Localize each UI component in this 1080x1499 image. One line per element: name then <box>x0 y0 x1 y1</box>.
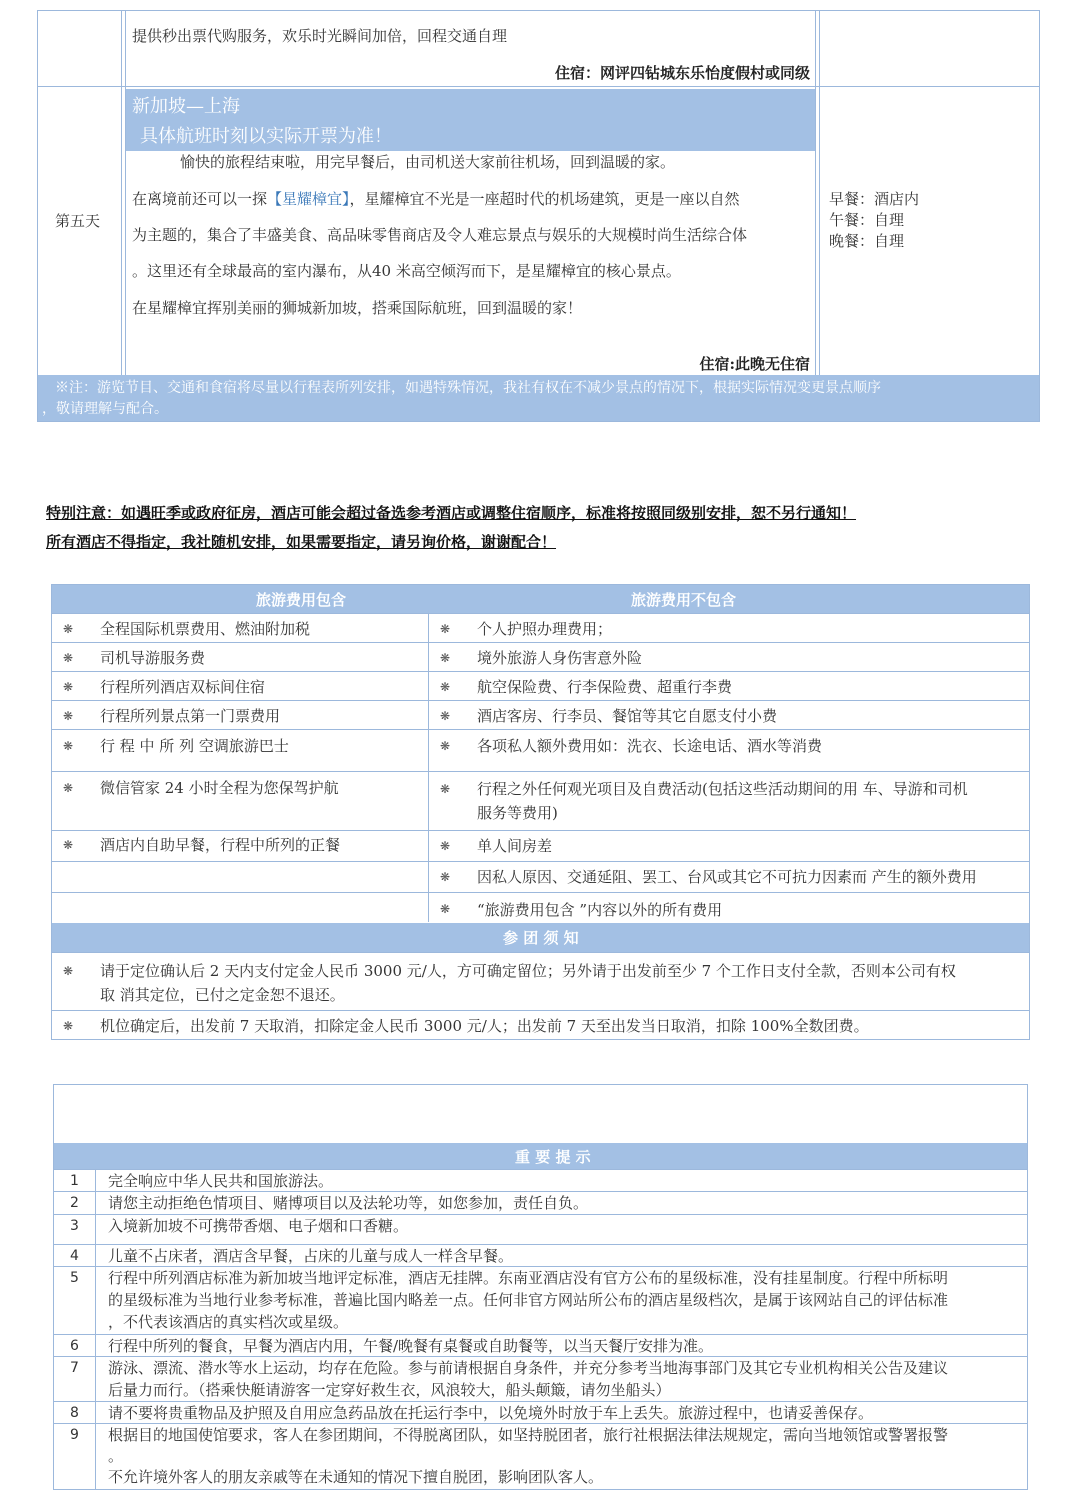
tip-text: 不允许境外客人的朋友亲戚等在未通知的情况下擅自脱团，影响团队客人。 <box>108 1468 604 1486</box>
bullet-icon: ❋ <box>63 781 74 795</box>
tip-number: 7 <box>70 1360 79 1376</box>
day5-paragraph-1: 愉快的旅程结束啦，用完早餐后，由司机送大家前往机场，回到温暖的家。 <box>180 153 676 171</box>
tip-number: 5 <box>70 1270 79 1286</box>
itinerary-note-line2: ，敬请理解与配合。 <box>42 401 168 417</box>
fee-excluded-item: 境外旅游人身伤害意外险 <box>477 649 643 667</box>
bullet-icon: ❋ <box>440 902 451 916</box>
day5-paragraph-2: 在离境前还可以一探【星耀樟宜】，星耀樟宜不光是一座超时代的机场建筑，更是一座以自然 <box>132 190 740 208</box>
fee-excluded-item: 个人护照办理费用； <box>477 620 613 638</box>
bullet-icon: ❋ <box>440 709 451 723</box>
bullet-icon: ❋ <box>63 709 74 723</box>
tip-number: 8 <box>70 1405 79 1421</box>
fee-included-item: 全程国际机票费用、燃油附加税 <box>100 620 311 638</box>
day5-paragraph-5: 在星耀樟宜挥别美丽的狮城新加坡，搭乘国际航班，回到温暖的家！ <box>132 299 583 317</box>
booking-item-1-line1: 请于定位确认后 2 天内支付定金人民币 3000 元/人，方可确定留位；另外请于出发前至少 7 个工作日支付全款，否则本公司有权 <box>100 962 956 980</box>
bullet-icon: ❋ <box>440 739 451 753</box>
tip-number: 2 <box>70 1195 79 1211</box>
day5-flight-note: 具体航班时刻以实际开票为准！ <box>140 126 392 147</box>
bullet-icon: ❋ <box>63 1019 74 1033</box>
fee-included-item: 微信管家 24 小时全程为您保驾护航 <box>100 779 339 797</box>
fee-excluded-item-cont: 服务等费用) <box>477 804 558 822</box>
bullet-icon: ❋ <box>63 838 74 852</box>
bullet-icon: ❋ <box>63 651 74 665</box>
bullet-icon: ❋ <box>63 739 74 753</box>
tip-number: 6 <box>70 1338 79 1354</box>
tip-text: 完全响应中华人民共和国旅游法。 <box>108 1172 334 1190</box>
fee-included-item: 行 程 中 所 列 空调旅游巴士 <box>100 737 289 755</box>
fees-excluded-header: 旅游费用不包含 <box>631 591 737 609</box>
fee-excluded-item: 因私人原因、交通延阻、罢工、台风或其它不可抗力因素而 产生的额外费用 <box>477 868 977 886</box>
day5-title: 新加坡—上海 <box>132 96 240 117</box>
booking-item-2: 机位确定后，出发前 7 天取消，扣除定金人民币 3000 元/人；出发前 7 天至出发当日取消，扣除 100%全数团费。 <box>100 1017 869 1035</box>
day5-paragraph-3: 为主题的，集合了丰盛美食、高品味零售商店及令人难忘景点与娱乐的大规模时尚生活综合体 <box>132 226 748 244</box>
tip-text: 请您主动拒绝色情项目、赌博项目以及法轮功等，如您参加，责任自负。 <box>108 1194 589 1212</box>
prev-day-text: 提供秒出票代购服务，欢乐时光瞬间加倍，回程交通自理 <box>132 27 508 45</box>
tip-text: 根据目的地国使馆要求，客人在参团期间，不得脱离团队，如坚持脱团者，旅行社根据法律法规规定，需向当地领馆或警署报警 <box>108 1426 949 1444</box>
bullet-icon: ❋ <box>440 839 451 853</box>
fee-excluded-item: “旅游费用包含 ”内容以外的所有费用 <box>477 901 723 919</box>
prev-day-hotel: 住宿：网评四钻城东乐怡度假村或同级 <box>554 64 810 82</box>
itinerary-table <box>37 10 1040 422</box>
booking-item-1-line2: 取 消其定位，已付之定金恕不退还。 <box>100 986 345 1004</box>
tips-table <box>53 1084 1028 1490</box>
fees-table <box>51 584 1030 1040</box>
tip-text: 行程中所列的餐食，早餐为酒店内用，午餐/晚餐有桌餐或自助餐等，以当天餐厅安排为准。 <box>108 1337 714 1355</box>
day5-paragraph-4: 。这里还有全球最高的室内瀑布，从40 米高空倾泻而下，是星耀樟宜的核心景点。 <box>132 262 681 280</box>
bullet-icon: ❋ <box>440 622 451 636</box>
fee-included-item: 司机导游服务费 <box>100 649 206 667</box>
fee-included-item: 行程所列景点第一门票费用 <box>100 707 281 725</box>
meal-lunch: 午餐：自理 <box>829 211 905 229</box>
bullet-icon: ❋ <box>63 680 74 694</box>
fee-excluded-item: 单人间房差 <box>477 837 553 855</box>
jewel-changi-link[interactable]: 【星耀樟宜】 <box>267 190 350 208</box>
bullet-icon: ❋ <box>440 680 451 694</box>
tip-text: 行程中所列酒店标准为新加坡当地评定标准，酒店无挂牌。东南亚酒店没有官方公布的星级标准，没有挂星制度。行程中所标明 <box>108 1269 949 1287</box>
tips-header: 重 要 提 示 <box>515 1148 591 1166</box>
tip-text: ，不代表该酒店的真实档次或星级。 <box>108 1313 349 1331</box>
fee-excluded-item: 行程之外任何观光项目及自费活动(包括这些活动期间的用 车、导游和司机 <box>477 780 968 798</box>
warning-hotel-assignment: 所有酒店不得指定，我社随机安排，如果需要指定，请另询价格，谢谢配合！ <box>46 533 557 551</box>
tip-number: 9 <box>70 1427 79 1443</box>
bullet-icon: ❋ <box>63 622 74 636</box>
tip-text: 游泳、漂流、潜水等水上运动，均存在危险。参与前请根据自身条件，并充分参考当地海事部门及其它专业机构相关公告及建议 <box>108 1359 949 1377</box>
tip-text: 入境新加坡不可携带香烟、电子烟和口香糖。 <box>108 1217 409 1235</box>
fee-excluded-item: 各项私人额外费用如：洗衣、长途电话、酒水等消费 <box>477 737 823 755</box>
warning-hotel-season: 特别注意：如遇旺季或政府征房，酒店可能会超过备选参考酒店或调整住宿顺序，标准将按照同级别安排，恕不另行通知！ <box>46 504 857 522</box>
day5-hotel: 住宿:此晚无住宿 <box>699 355 810 373</box>
day5-label: 第五天 <box>55 212 101 230</box>
fee-included-item: 酒店内自助早餐，行程中所列的正餐 <box>100 836 341 854</box>
fees-included-header: 旅游费用包含 <box>256 591 347 609</box>
tip-number: 4 <box>70 1248 79 1264</box>
bullet-icon: ❋ <box>440 651 451 665</box>
bullet-icon: ❋ <box>63 964 74 978</box>
fee-included-item: 行程所列酒店双标间住宿 <box>100 678 266 696</box>
tip-number: 3 <box>70 1218 79 1234</box>
meal-breakfast: 早餐：酒店内 <box>829 190 920 208</box>
tip-text: 请不要将贵重物品及护照及自用应急药品放在托运行李中，以免境外时放于车上丢失。旅游过程中，也请妥善保存。 <box>108 1404 874 1422</box>
tip-text: 儿童不占床者，酒店含早餐，占床的儿童与成人一样含早餐。 <box>108 1247 514 1265</box>
bullet-icon: ❋ <box>440 870 451 884</box>
bullet-icon: ❋ <box>440 782 451 796</box>
tip-text: 的星级标准为当地行业参考标准，普遍比国内略差一点。任何非官方网站所公布的酒店星级档次，是属于该网站自己的评估标准 <box>108 1291 949 1309</box>
tip-number: 1 <box>70 1173 79 1189</box>
tip-text: 。 <box>108 1447 124 1465</box>
meal-dinner: 晚餐：自理 <box>829 232 905 250</box>
itinerary-note-line1: ※注：游览节目、交通和食宿将尽量以行程表所列安排，如遇特殊情况，我社有权在不减少景点的情况下，根据实际情况变更景点顺序 <box>55 380 881 396</box>
booking-header: 参 团 须 知 <box>503 929 579 947</box>
fee-excluded-item: 酒店客房、行李员、餐馆等其它自愿支付小费 <box>477 707 778 725</box>
tip-text: 后量力而行。（搭乘快艇请游客一定穿好救生衣，风浪较大，船头颠簸，请勿坐船头） <box>108 1381 671 1399</box>
fee-excluded-item: 航空保险费、行李保险费、超重行李费 <box>477 678 733 696</box>
